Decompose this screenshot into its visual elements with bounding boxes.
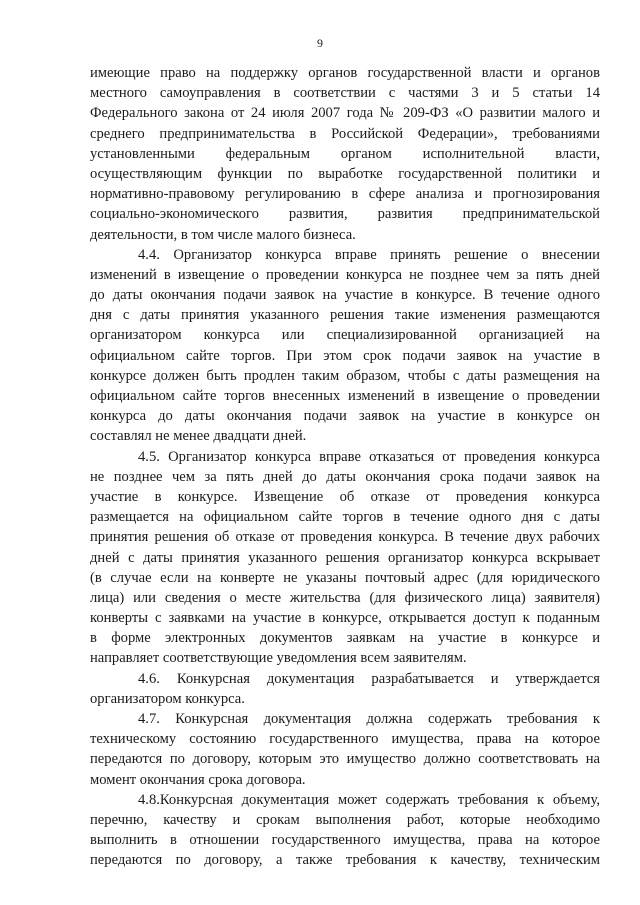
text-line: момент окончания срока договора.	[90, 771, 306, 788]
document-body	[90, 63, 600, 871]
text-line: в форме электронных документов заявкам на участие в конкурсе и	[90, 630, 600, 647]
text-line: техническому состоянию государственного имущества, права на которое	[90, 731, 600, 748]
text-line: Федерального закона от 24 июля 2007 года № 209-ФЗ «О развитии малого и	[90, 105, 600, 122]
text-line: местного самоуправления в соответствии с частями 3 и 5 статьи 14	[90, 85, 600, 102]
text-line: установленными федеральным органом исполнительной власти,	[90, 145, 600, 162]
text-line: выполнить в отношении государственного имущества, права на которое	[90, 832, 600, 849]
text-line: направляет соответствующие уведомления всем заявителям.	[90, 650, 467, 667]
page-number: 9	[317, 36, 323, 50]
text-line: участие в конкурсе. Извещение об отказе от проведения конкурса	[90, 488, 600, 505]
text-line: не позднее чем за пять дней до даты окончания срока подачи заявок на	[90, 468, 600, 485]
text-line: перечню, качеству и срокам выполнения работ, которые необходимо	[90, 811, 600, 828]
text-line: изменений в извещение о проведении конкурса не позднее чем за пять дней	[90, 266, 600, 283]
text-line: лица) или сведения о месте жительства (для физического лица) заявителя)	[90, 589, 600, 606]
text-line: до даты окончания подачи заявок на участие в конкурсе. В течение одного	[90, 287, 600, 304]
text-line: деятельности, в том числе малого бизнеса.	[90, 226, 356, 243]
text-line: социально-экономического развития, развития предпринимательской	[90, 206, 600, 223]
text-line: официальном сайте торгов внесенных изменений в извещение о проведении	[90, 388, 600, 404]
text-line: 4.7. Конкурсная документация должна содержать требования к	[138, 711, 600, 727]
text-line: передаются по договору, которым это имущество должно соответствовать на	[90, 751, 600, 768]
text-line: составлял не менее двадцати дней.	[90, 428, 307, 445]
text-line: принятия решения об отказе от проведения конкурса. В течение двух рабочих	[90, 529, 600, 546]
text-line: дня с даты принятия указанного решения такие изменения размещаются	[90, 307, 600, 324]
text-line: 4.6. Конкурсная документация разрабатывается и утверждается	[138, 670, 600, 687]
text-line: 4.4. Организатор конкурса вправе принять решение о внесении	[138, 246, 600, 263]
text-line: (в случае если на конверте не указаны почтовый адрес (для юридического	[90, 569, 600, 586]
text-line: 4.5. Организатор конкурса вправе отказаться от проведения конкурса	[138, 448, 600, 465]
text-line: дней с даты принятия указанного решения организатор конкурса вскрывает	[90, 549, 600, 566]
text-line: осуществляющим функции по выработке государственной политики и	[90, 165, 600, 182]
text-line: конкурса до даты окончания подачи заявок на участие в конкурсе он	[90, 408, 600, 425]
text-line: конкурсе должен быть продлен таким образом, чтобы с даты размещения на	[90, 367, 600, 384]
text-line: размещается на официальном сайте торгов в течение одного дня с даты	[90, 509, 600, 526]
text-line: организатором конкурса.	[90, 690, 245, 707]
text-line: 4.8.Конкурсная документация может содержать требования к объему,	[138, 791, 600, 808]
text-line: официальном сайте торгов. При этом срок подачи заявок на участие в	[90, 347, 600, 364]
text-line: имеющие право на поддержку органов государственной власти и органов	[90, 65, 600, 81]
text-line: нормативно-правовому регулированию в сфере анализа и прогнозирования	[90, 186, 600, 203]
text-line: среднего предпринимательства в Российской Федерации», требованиями	[90, 125, 600, 142]
text-line: передаются по договору, а также требования к качеству, техническим	[90, 852, 600, 869]
text-line: организатором конкурса или специализированной организацией на	[90, 327, 600, 344]
text-line: конверты с заявками на участие в конкурсе, открывается доступ к поданным	[90, 610, 600, 627]
